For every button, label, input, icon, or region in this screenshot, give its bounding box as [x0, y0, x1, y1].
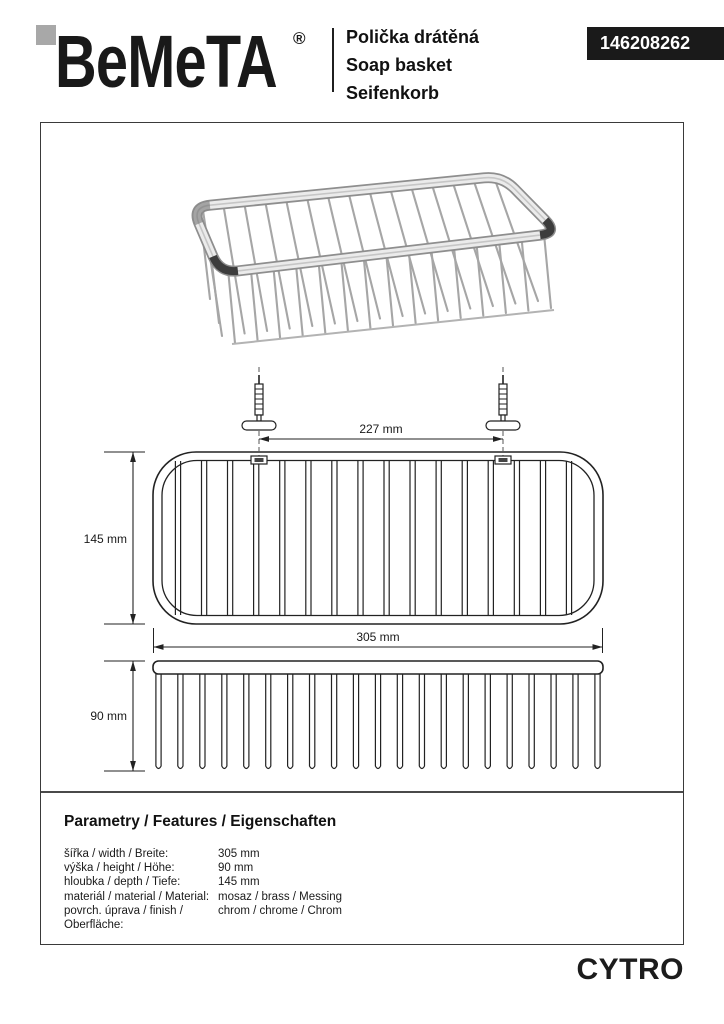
param-value: 305 mm: [218, 848, 260, 860]
mounting-screw-left: [242, 367, 276, 464]
param-row-depth: [64, 875, 664, 889]
param-value: chrom / chrome / Chrom: [218, 904, 342, 917]
product-title-cs: Polička drátěná: [346, 27, 480, 47]
top-view: [153, 452, 603, 624]
dimension-depth: [84, 452, 145, 624]
dimension-width: [154, 628, 603, 653]
param-row-material: [64, 890, 664, 904]
brand-logo: BeMeTA: [55, 20, 277, 103]
param-label: šířka / width / Breite:: [64, 848, 169, 860]
product-title-en: Soap basket: [346, 55, 453, 75]
param-value: mosaz / brass / Messing: [218, 890, 342, 903]
side-view-prongs: [156, 674, 600, 769]
param-row-width: [64, 847, 664, 861]
product-title-de: Seifenkorb: [346, 83, 440, 103]
param-label: hloubka / depth / Tiefe:: [64, 876, 181, 889]
param-row-finish: [64, 904, 664, 932]
param-label: materiál / material / Material:: [64, 890, 210, 903]
header-divider: [332, 28, 334, 92]
param-value: 90 mm: [218, 862, 254, 875]
dimension-mount-spacing: [259, 422, 503, 439]
logo-square-icon: [36, 25, 56, 45]
series-name: CYTRO: [576, 953, 684, 986]
content-box: [40, 122, 684, 945]
param-row-height: [64, 861, 664, 875]
dim-label-305: 305 mm: [356, 630, 400, 644]
product-code-badge: 146208262: [587, 27, 724, 60]
parameters-section: [64, 813, 664, 932]
tech-drawing: [41, 363, 685, 793]
param-value: 145 mm: [218, 876, 260, 889]
registered-trademark-icon: ®: [293, 29, 306, 48]
dim-label-145: 145 mm: [83, 532, 127, 546]
side-view: [153, 661, 603, 769]
param-label: povrch. úprava / finish / Oberfläche:: [64, 904, 183, 932]
mounting-screw-right: [486, 367, 520, 464]
dimension-height: [90, 661, 145, 771]
product-photo: [166, 147, 591, 372]
parameters-title: Parametry / Features / Eigenschaften: [64, 813, 337, 830]
dim-label-227: 227 mm: [359, 422, 403, 436]
basket-render: [197, 177, 554, 344]
basket-rim: [197, 178, 551, 272]
param-label: výška / height / Höhe:: [64, 862, 175, 875]
dim-label-90: 90 mm: [90, 709, 127, 723]
product-titles: [346, 23, 479, 107]
section-divider: [41, 791, 683, 793]
